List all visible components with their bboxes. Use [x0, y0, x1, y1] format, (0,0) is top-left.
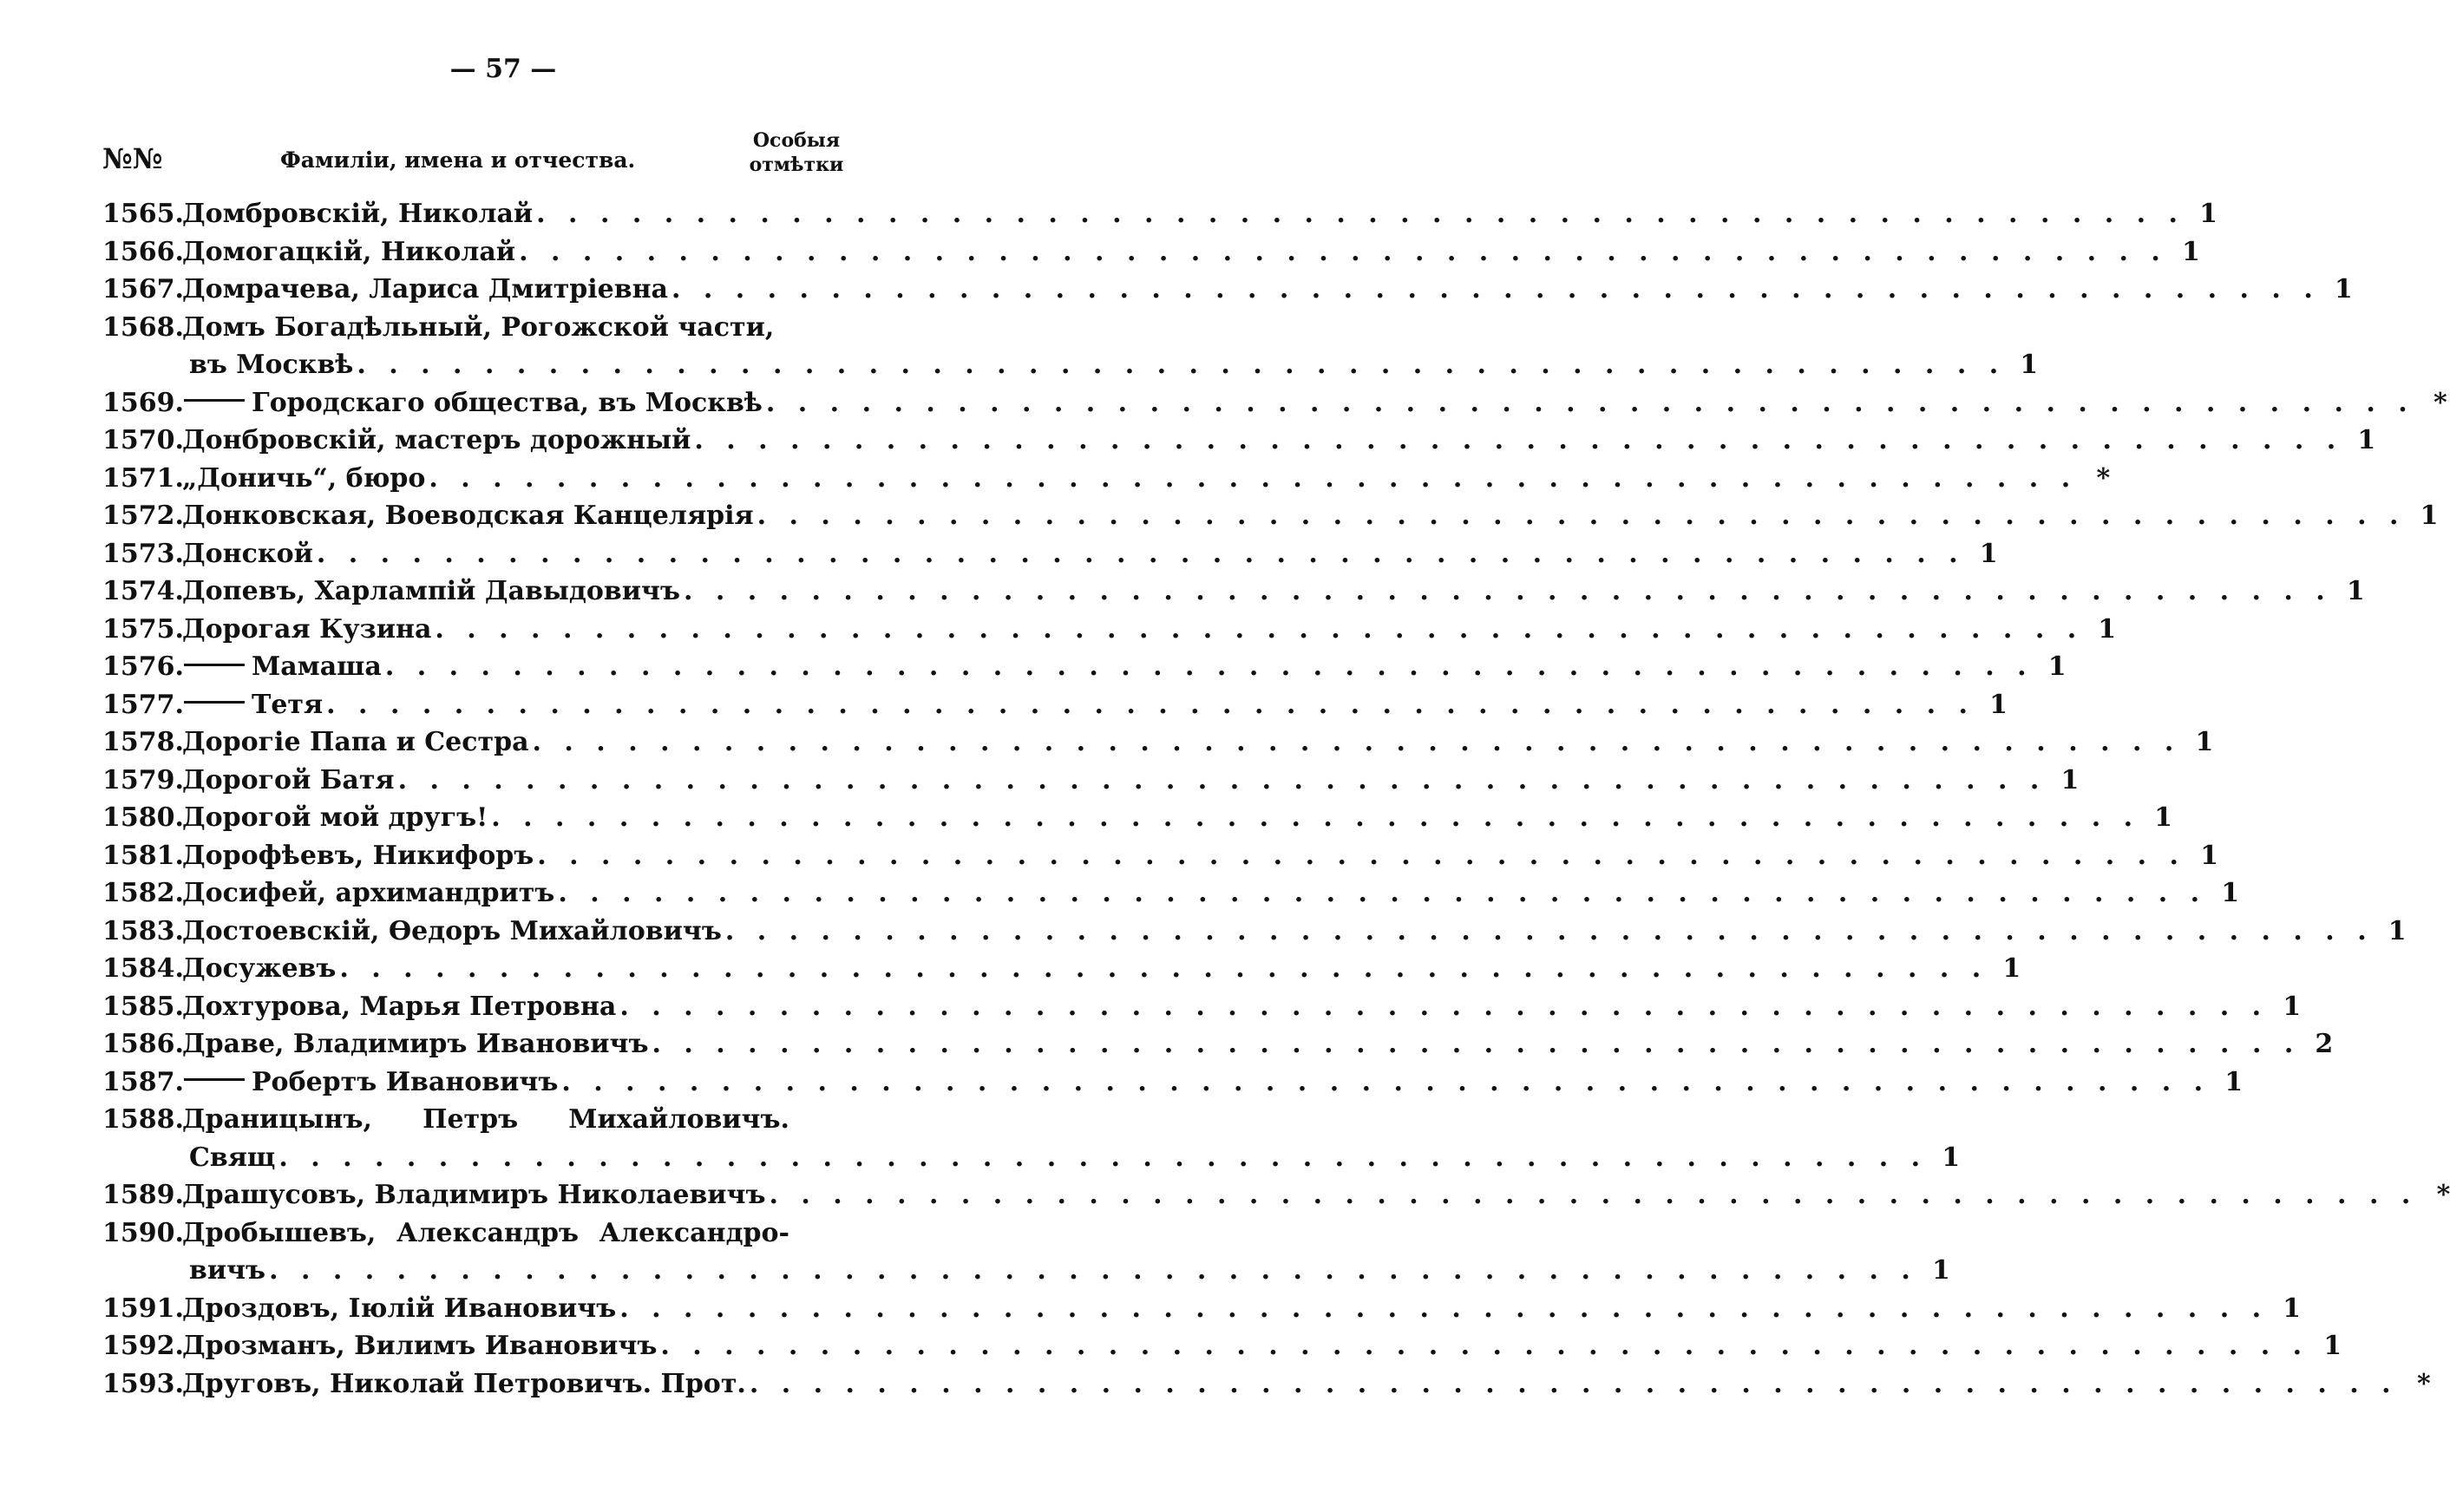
list-item-continuation	[102, 1139, 1961, 1177]
entry-number: 1571.	[102, 462, 184, 494]
entry-name-wrapper	[182, 384, 763, 422]
entry-number: 1565.	[102, 199, 184, 229]
list-item	[102, 271, 2353, 309]
entry-name: Домогацкій, Николай	[182, 236, 516, 267]
dot-leader	[382, 648, 2034, 686]
entry-number: 1581.	[102, 840, 184, 871]
entry-number: 1573.	[102, 538, 184, 569]
entry-number: 1570.	[102, 425, 184, 455]
entry-mark: 1	[2002, 953, 2021, 984]
entry-name: Домбровскій, Николай	[182, 199, 534, 229]
entry-number: 1583.	[102, 915, 184, 946]
marks-column-header	[744, 128, 848, 177]
entry-name-part: Петръ	[423, 1104, 519, 1135]
entry-mark: 1	[2388, 915, 2407, 946]
entry-number: 1590.	[102, 1217, 184, 1248]
entry-name: Домъ Богадѣльный, Рогожской части,	[182, 311, 775, 343]
dot-leader	[554, 874, 2206, 913]
entry-name: Дорогая Кузина	[182, 613, 432, 645]
dot-leader	[431, 611, 2083, 649]
entry-number: 1575.	[102, 613, 184, 645]
list-item	[102, 1290, 2302, 1328]
entry-mark: 1	[2334, 274, 2353, 304]
dot-leader	[488, 799, 2139, 837]
number-column-header: №№	[102, 142, 163, 175]
entry-name: „Доничь“, бюро	[182, 462, 426, 494]
entry-mark: 1	[1979, 538, 1998, 569]
column-header	[102, 128, 848, 189]
dot-leader	[657, 1327, 2309, 1365]
list-item	[102, 686, 2008, 724]
list-item	[102, 309, 834, 347]
entry-number: 1585.	[102, 991, 184, 1022]
entry-name: Дорогой мой другъ!	[182, 802, 488, 833]
entry-name: Досифей, архимандритъ	[182, 878, 555, 908]
entry-mark: 1	[2047, 651, 2067, 682]
list-item	[102, 1214, 834, 1253]
entry-name-continuation: вичъ	[189, 1255, 266, 1286]
entry-name-part: Драницынъ,	[182, 1104, 372, 1135]
entry-mark: 1	[1942, 1142, 1961, 1173]
entry-name: Дорогой Батя	[182, 764, 395, 795]
dot-leader	[763, 384, 2414, 422]
entry-mark: 1	[2181, 236, 2200, 267]
entry-number: 1569.	[102, 387, 184, 418]
entry-mark: 1	[1931, 1255, 1950, 1286]
entry-name: Донковская, Воеводская Канцелярія	[182, 501, 754, 531]
entry-name: Дрозманъ, Вилимъ Ивановичъ	[182, 1331, 658, 1361]
ditto-dash	[184, 399, 245, 402]
marks-header-line-2: отмѣтки	[749, 154, 844, 176]
entry-name: Друговъ, Николай Петровичъ. Прот.	[182, 1368, 746, 1399]
entry-number: 1579.	[102, 764, 184, 795]
entry-name-continuation: Свящ	[189, 1142, 276, 1173]
dot-leader	[746, 1365, 2398, 1404]
entry-name: Драве, Владимиръ Ивановичъ	[182, 1029, 649, 1059]
list-item	[102, 913, 2407, 951]
entry-number: 1580.	[102, 802, 184, 833]
entry-mark: 1	[1989, 689, 2008, 720]
entry-mark: 1	[2283, 991, 2302, 1022]
list-item	[102, 497, 2439, 535]
list-item	[102, 837, 2219, 875]
entry-name: Тетя	[252, 689, 324, 720]
entry-number: 1586.	[102, 1029, 184, 1059]
entry-number: 1572.	[102, 501, 184, 531]
entry-name: Донбровскій, мастеръ дорожный	[182, 425, 691, 455]
list-item	[102, 723, 2214, 762]
entry-mark: 2	[2315, 1029, 2334, 1059]
entry-name: Дорофѣевъ, Никифоръ	[182, 840, 534, 871]
entry-name-part: Михайловичъ.	[568, 1104, 789, 1135]
list-item	[102, 195, 2217, 233]
entry-number: 1567.	[102, 274, 184, 304]
entry-number: 1578.	[102, 727, 184, 757]
entry-name-wrapper	[182, 1064, 558, 1102]
list-item	[102, 1064, 2244, 1102]
dot-leader	[275, 1139, 1927, 1177]
dot-leader	[515, 233, 2167, 272]
entry-mark: 1	[2020, 350, 2039, 380]
ditto-dash	[184, 664, 245, 666]
entry-mark: 1	[2154, 802, 2173, 833]
dot-leader	[649, 1025, 2301, 1064]
entry-mark: 1	[2199, 199, 2217, 229]
list-item	[102, 799, 2173, 837]
dot-leader	[766, 1176, 2418, 1214]
entry-number: 1566.	[102, 236, 184, 267]
entry-name-part: Александро-	[599, 1217, 789, 1248]
dot-leader	[754, 497, 2406, 535]
entry-number: 1574.	[102, 576, 184, 606]
entry-number: 1593.	[102, 1368, 184, 1399]
dot-leader	[722, 913, 2374, 951]
dot-leader	[395, 762, 2047, 800]
entry-number: 1591.	[102, 1293, 184, 1324]
list-item	[102, 1327, 2342, 1365]
ditto-dash	[184, 1078, 245, 1081]
entry-name: Дорогіе Папа и Сестра	[182, 727, 529, 757]
entry-mark: 1	[2200, 840, 2219, 871]
entry-mark: *	[2433, 387, 2447, 418]
entry-mark: *	[2436, 1180, 2450, 1210]
dot-leader	[425, 460, 2077, 498]
dot-leader	[668, 271, 2320, 309]
dot-leader	[691, 422, 2342, 460]
dot-leader	[616, 988, 2268, 1026]
names-column-header: Фамиліи, имена и отчества.	[280, 147, 636, 173]
marks-header-line-1: Особыя	[752, 129, 841, 152]
entry-name-part: Дробышевъ,	[182, 1217, 377, 1248]
list-item	[102, 535, 1998, 573]
entry-number: 1568.	[102, 311, 184, 343]
entry-mark: 1	[2283, 1293, 2302, 1324]
entry-mark: 1	[2221, 878, 2240, 908]
dot-leader	[336, 950, 1988, 988]
dot-leader	[265, 1252, 1917, 1290]
entry-mark: 1	[2346, 576, 2365, 606]
entry-number: 1587.	[102, 1066, 184, 1097]
entry-name	[182, 1101, 789, 1139]
entry-number: 1588.	[102, 1104, 184, 1135]
dot-leader	[529, 723, 2181, 762]
dot-leader	[353, 346, 2005, 384]
entry-name	[182, 1214, 789, 1253]
ditto-dash	[184, 701, 245, 704]
dot-leader	[616, 1290, 2268, 1328]
entry-name: Дохтурова, Марья Петровна	[182, 991, 617, 1022]
entry-mark: *	[2096, 462, 2111, 494]
entry-name-wrapper	[182, 686, 323, 724]
entry-mark: 1	[2357, 425, 2376, 455]
entry-name-wrapper	[182, 648, 382, 686]
entry-name: Донской	[182, 538, 313, 569]
entry-name: Робертъ Ивановичъ	[252, 1066, 559, 1097]
entry-name: Досужевъ	[182, 953, 337, 984]
entry-mark: *	[2416, 1368, 2431, 1399]
entry-mark: 1	[2098, 613, 2117, 645]
entry-mark: 1	[2060, 764, 2080, 795]
list-item	[102, 762, 2080, 800]
entry-mark: 1	[2323, 1331, 2342, 1361]
entry-number: 1589.	[102, 1180, 184, 1210]
list-item	[102, 1025, 2334, 1064]
list-item	[102, 874, 2240, 913]
entry-number: 1592.	[102, 1331, 184, 1361]
list-item-continuation	[102, 1252, 1950, 1290]
dot-leader	[558, 1064, 2210, 1102]
list-item	[102, 1101, 834, 1139]
list-item-continuation	[102, 346, 2039, 384]
entry-name: Домрачева, Лариса Дмитріевна	[182, 274, 668, 304]
list-item	[102, 233, 2200, 272]
dot-leader	[534, 837, 2185, 875]
entry-number: 1582.	[102, 878, 184, 908]
entry-name-part: Александръ	[396, 1217, 579, 1248]
dot-leader	[313, 535, 1965, 573]
list-item	[102, 1176, 2450, 1214]
entry-name: Достоевскій, Өедоръ Михайловичъ	[182, 915, 722, 946]
list-item	[102, 1365, 2431, 1404]
dot-leader	[533, 195, 2185, 233]
list-item	[102, 460, 2111, 498]
list-item	[102, 573, 2365, 611]
entry-name: Допевъ, Харлампій Давыдовичъ	[182, 576, 680, 606]
entry-list	[102, 195, 2450, 1403]
entry-name: Драшусовъ, Владимиръ Николаевичъ	[182, 1180, 766, 1210]
dot-leader	[323, 686, 1975, 724]
entry-mark: 1	[2420, 501, 2439, 531]
entry-number: 1576.	[102, 651, 184, 682]
list-item	[102, 988, 2302, 1026]
list-item	[102, 648, 2067, 686]
dot-leader	[680, 573, 2332, 611]
list-item	[102, 611, 2117, 649]
entry-name: Мамаша	[252, 651, 382, 682]
entry-mark: 1	[2195, 727, 2214, 757]
entry-name-continuation: въ Москвѣ	[189, 350, 354, 380]
entry-number: 1577.	[102, 689, 184, 720]
list-item	[102, 422, 2376, 460]
entry-name: Городскаго общества, въ Москвѣ	[252, 387, 763, 418]
entry-mark: 1	[2224, 1066, 2244, 1097]
entry-name: Дроздовъ, Іюлій Ивановичъ	[182, 1293, 617, 1324]
list-item	[102, 384, 2447, 422]
entry-number: 1584.	[102, 953, 184, 984]
page-number: — 57 —	[449, 54, 557, 84]
list-item	[102, 950, 2021, 988]
